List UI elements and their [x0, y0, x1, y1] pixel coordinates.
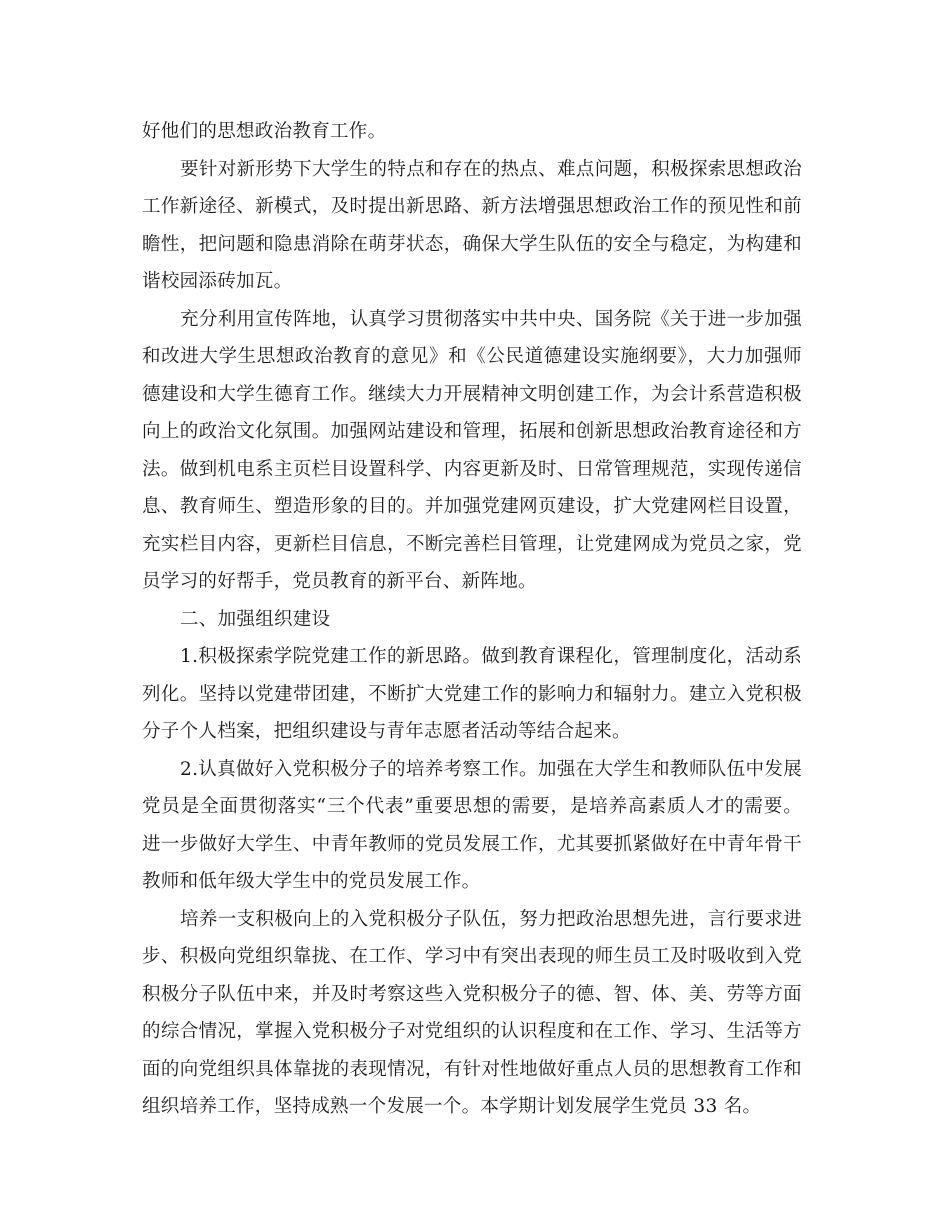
- text-line: 面的向党组织具体靠拢的表现情况，有针对性地做好重点人员的思想教育工作和: [142, 1058, 802, 1080]
- document-page: [142, 113, 802, 1126]
- text-line: 德建设和大学生德育工作。继续大力开展精神文明创建工作，为会计系营造积极: [142, 383, 802, 405]
- paragraph: [142, 901, 802, 1126]
- text-line: 步、积极向党组织靠拢、在工作、学习中有突出表现的师生员工及时吸收到入党: [142, 946, 802, 967]
- text-line: 的综合情况，掌握入党积极分子对党组织的认识程度和在工作、学习、生活等方: [142, 1021, 802, 1042]
- text-line: 瞻性，把问题和隐患消除在萌芽状态，确保大学生队伍的安全与稳定，为构建和: [142, 233, 802, 255]
- paragraph: [142, 113, 802, 151]
- text-line: 2.认真做好入党积极分子的培养考察工作。加强在大学生和教师队伍中发展: [180, 758, 802, 780]
- text-line: 积极分子队伍中来，并及时考察这些入党积极分子的德、智、体、美、劳等方面: [142, 983, 802, 1005]
- text-line: 列化。坚持以党建带团建，不断扩大党建工作的影响力和辐射力。建立入党积极: [142, 683, 802, 705]
- paragraph: [142, 751, 802, 901]
- text-line: 充实栏目内容，更新栏目信息，不断完善栏目管理，让党建网成为党员之家，党: [142, 533, 802, 555]
- text-line: 二、加强组织建设: [180, 608, 331, 630]
- text-line: 好他们的思想政治教育工作。: [142, 121, 387, 142]
- text-line: 分子个人档案，把组织建设与青年志愿者活动等结合起来。: [142, 721, 631, 742]
- text-line: 法。做到机电系主页栏目设置科学、内容更新及时、日常管理规范，实现传递信: [142, 458, 802, 480]
- paragraph: [142, 151, 802, 301]
- text-line: 进一步做好大学生、中青年教师的党员发展工作，尤其要抓紧做好在中青年骨干: [142, 833, 802, 855]
- text-line: 向上的政治文化氛围。加强网站建设和管理，拓展和创新思想政治教育途径和方: [142, 421, 802, 442]
- text-line: 1.积极探索学院党建工作的新思路。做到教育课程化，管理制度化，活动系: [180, 646, 802, 667]
- text-line: 和改进大学生思想政治教育的意见》和《公民道德建设实施纲要》，大力加强师: [142, 346, 802, 367]
- text-line: 组织培养工作，坚持成熟一个发展一个。本学期计划发展学生党员 33 名。: [142, 1096, 762, 1117]
- text-line: 培养一支积极向上的入党积极分子队伍，努力把政治思想先进，言行要求进: [180, 908, 802, 930]
- text-line: 要针对新形势下大学生的特点和存在的热点、难点问题，积极探索思想政治: [180, 158, 802, 180]
- text-line: 工作新途径、新模式，及时提出新思路、新方法增强思想政治工作的预见性和前: [142, 196, 802, 217]
- text-line: 员学习的好帮手，党员教育的新平台、新阵地。: [142, 571, 537, 592]
- paragraph: [142, 638, 802, 751]
- text-line: 息、教育师生、塑造形象的目的。并加强党建网页建设，扩大党建网栏目设置，: [142, 496, 802, 517]
- text-line: 充分利用宣传阵地，认真学习贯彻落实中共中央、国务院《关于进一步加强: [180, 308, 802, 330]
- text-line: 教师和低年级大学生中的党员发展工作。: [142, 871, 481, 892]
- paragraph: [142, 301, 802, 601]
- text-line: 谐校园添砖加瓦。: [142, 271, 293, 292]
- text-line: 党员是全面贯彻落实“三个代表”重要思想的需要，是培养高素质人才的需要。: [142, 796, 802, 817]
- paragraph: [142, 601, 802, 639]
